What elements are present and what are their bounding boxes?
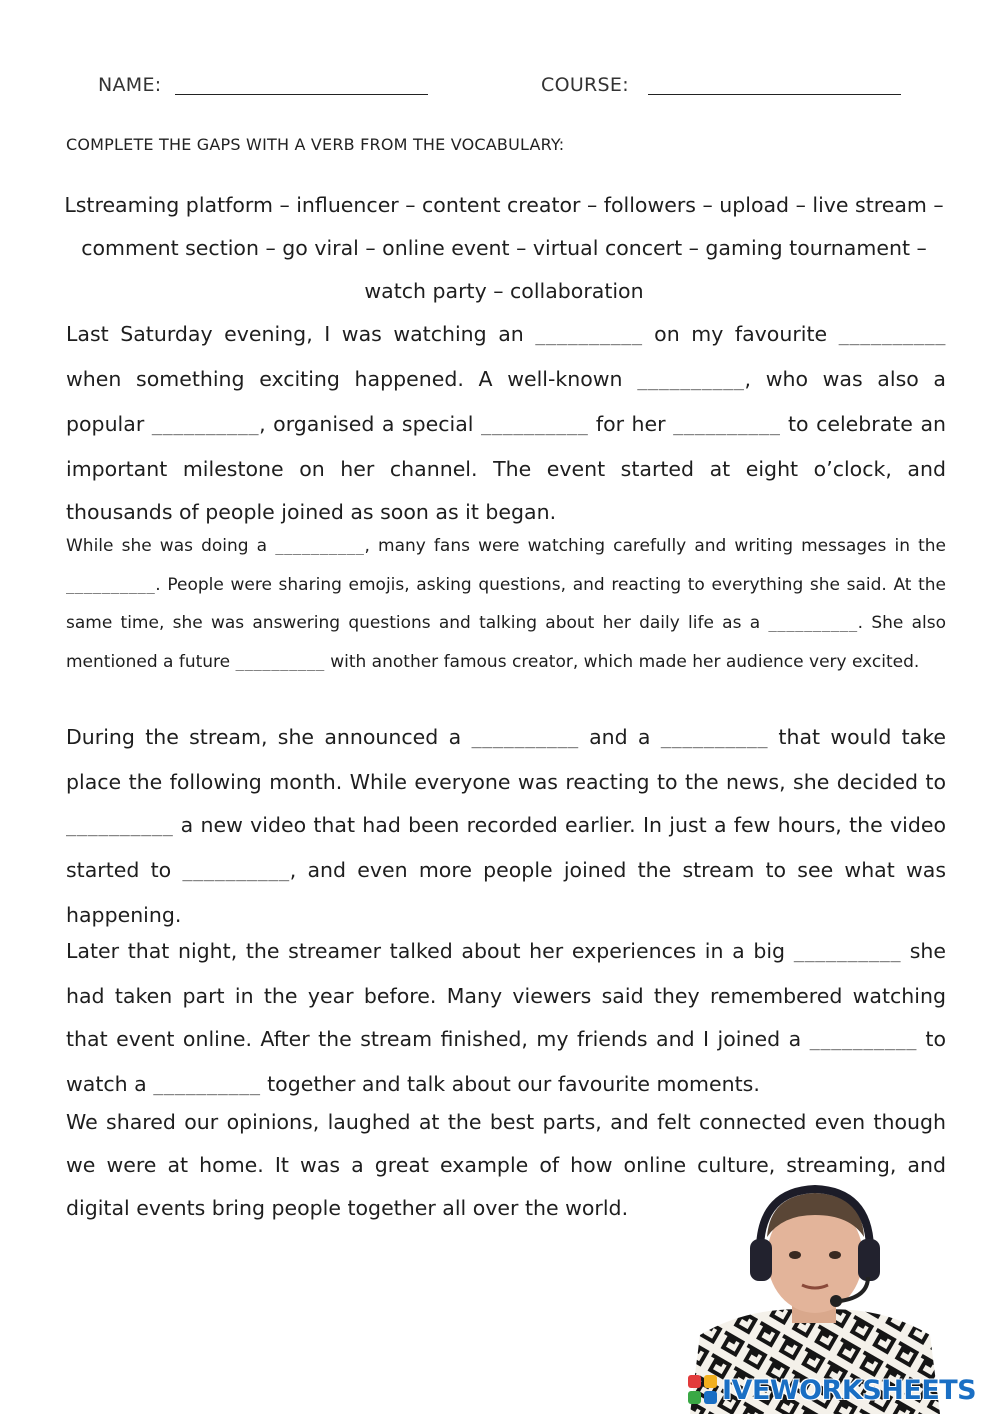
vocabulary-word: Lstreaming platform (64, 193, 273, 217)
vocabulary-separator: – (695, 193, 720, 217)
vocabulary-separator: – (682, 236, 706, 260)
paragraph-text: and a (578, 725, 661, 749)
paragraph-text: on my favourite (642, 322, 839, 346)
paragraph-text: , organised a special (259, 412, 481, 436)
gap-blank[interactable]: __________ (838, 326, 946, 346)
vocabulary-separator: – (398, 193, 423, 217)
gap-blank[interactable]: __________ (660, 729, 769, 749)
gap-blank[interactable]: __________ (151, 416, 260, 436)
course-field[interactable] (648, 94, 901, 95)
paragraph-1 (66, 313, 946, 534)
vocabulary-word: collaboration (510, 279, 644, 303)
gap-blank[interactable]: __________ (793, 943, 902, 963)
vocabulary-separator: – (909, 236, 927, 260)
instruction-text: COMPLETE THE GAPS WITH A VERB FROM THE VOCABULARY: (66, 135, 565, 154)
paragraph-text: We shared our opinions, laughed at the best parts, and felt connected even though we were at home. It was a great example of how online culture, streaming, and digital events bring people together all over the world. (66, 1110, 946, 1220)
paragraph-text: she had taken part in the year before. Many viewers said they remembered watching that event online. After the stream finished, my friends and I joined a (66, 939, 946, 1051)
paragraph-text: , many fans were watching carefully and writing messages in the (364, 536, 946, 556)
course-label: COURSE: (541, 74, 629, 96)
gap-blank[interactable]: __________ (637, 371, 745, 391)
vocabulary-separator: – (358, 236, 383, 260)
vocabulary-separator: – (926, 193, 944, 217)
vocabulary-separator: – (580, 193, 604, 217)
gap-blank[interactable]: __________ (673, 416, 781, 436)
vocabulary-separator: – (258, 236, 283, 260)
vocabulary-word: watch party (364, 279, 487, 303)
paragraph-text: , who was also a popular (66, 367, 946, 436)
vocabulary-separator: – (789, 193, 813, 217)
paragraph-text: , and even more people joined the stream to see what was happening. (66, 858, 947, 927)
vocabulary-word: upload (719, 193, 790, 217)
paragraph-text: to watch a (66, 1027, 946, 1096)
paragraph-text: . She also mentioned a future (66, 613, 946, 672)
student-info-header (98, 74, 908, 102)
paragraph-text: for her (588, 412, 674, 436)
gap-blank[interactable]: __________ (471, 729, 579, 749)
paragraph-text: . People were sharing emojis, asking questions, and reacting to everything she said. At the same time, she was answering questions and talking about her daily life as a (66, 574, 946, 633)
liveworksheets-watermark (688, 1372, 976, 1408)
vocabulary-word: influencer (296, 193, 399, 217)
paragraph-text: a new video that had been recorded earlier. In just a few hours, the video started to (66, 813, 946, 882)
name-label: NAME: (98, 74, 162, 96)
paragraph-text: to celebrate an important milestone on her channel. The event started at eight o’clock, and thousands of people joined as soon as it began. (66, 412, 946, 524)
name-field[interactable] (175, 94, 428, 95)
paragraph-2 (66, 528, 946, 682)
vocabulary-word: comment section (81, 236, 259, 260)
gap-blank[interactable]: __________ (535, 326, 643, 346)
watermark-text: IVEWORKSHEETS (722, 1374, 977, 1406)
paragraph-text: that would take place the following month. While everyone was reacting to the news, she decided to (66, 725, 946, 794)
vocabulary-word: followers (603, 193, 696, 217)
gap-blank[interactable]: __________ (66, 577, 156, 594)
gap-blank[interactable]: __________ (182, 862, 290, 882)
paragraph-text: While she was doing a (66, 536, 276, 556)
paragraph-text: when something exciting happened. A well-known (66, 367, 638, 391)
paragraph-text: Later that night, the streamer talked about her experiences in a big (66, 939, 794, 963)
gap-blank[interactable]: __________ (809, 1031, 917, 1051)
vocabulary-word: content creator (422, 193, 581, 217)
vocabulary-word: online event (382, 236, 510, 260)
vocabulary-word: virtual concert (532, 236, 683, 260)
gap-blank[interactable]: __________ (480, 416, 589, 436)
liveworksheets-logo-icon (688, 1375, 718, 1405)
vocabulary-word: live stream (812, 193, 927, 217)
vocabulary-list (58, 184, 950, 313)
vocabulary-separator: – (486, 279, 511, 303)
vocabulary-separator: – (272, 193, 297, 217)
vocabulary-separator: – (509, 236, 533, 260)
gap-blank[interactable]: __________ (66, 817, 174, 837)
paragraph-text: Last Saturday evening, I was watching an (66, 322, 536, 346)
paragraph-text: together and talk about our favourite moments. (260, 1072, 760, 1096)
gap-blank[interactable]: __________ (153, 1076, 261, 1096)
gap-blank[interactable]: __________ (275, 539, 365, 555)
vocabulary-word: gaming tournament (705, 236, 910, 260)
vocabulary-word: go viral (282, 236, 359, 260)
paragraph-text: During the stream, she announced a (66, 725, 472, 749)
paragraph-4 (66, 930, 946, 1108)
gap-blank[interactable]: __________ (768, 616, 858, 632)
gap-blank[interactable]: __________ (235, 654, 325, 671)
paragraph-text: with another famous creator, which made her audience very excited. (324, 651, 920, 672)
paragraph-3 (66, 716, 946, 937)
